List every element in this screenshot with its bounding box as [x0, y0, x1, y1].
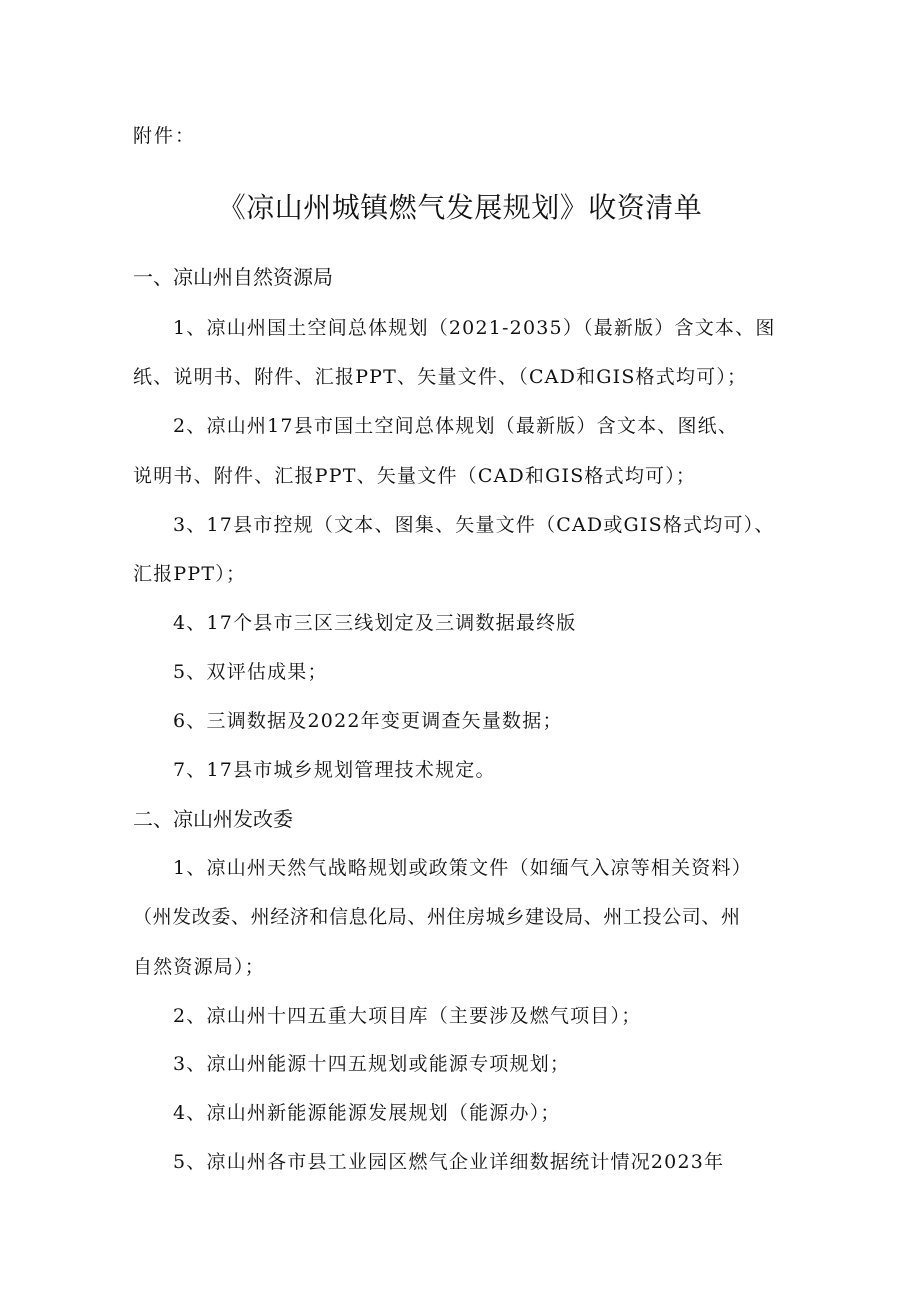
list-item-line: 4、凉山州新能源能源发展规划（能源办）；: [173, 1102, 561, 1124]
list-item-line: 2、凉山州十四五重大项目库（主要涉及燃气项目）；: [173, 1005, 642, 1027]
list-item-line: 5、双评估成果；: [173, 661, 328, 683]
attachment-label: 附件：: [133, 125, 197, 147]
document-title: 《凉山州城镇燃气发展规划》收资清单: [217, 191, 703, 224]
list-item-line: 1、凉山州国土空间总体规划（2021-2035）（最新版）含文本、图: [173, 317, 776, 339]
list-item-line: 1、凉山州天然气战略规划或政策文件（如缅气入凉等相关资料）: [173, 857, 752, 879]
section-heading-development-reform: 二、凉山州发改委: [133, 807, 293, 831]
list-item-line: 自然资源局）；: [133, 956, 265, 978]
list-item-line: 6、三调数据及2022年变更调查矢量数据；: [173, 710, 563, 732]
list-item-line: 2、凉山州17县市国土空间总体规划（最新版）含文本、图纸、: [173, 415, 739, 437]
list-item-line: 5、凉山州各市县工业园区燃气企业详细数据统计情况2023年: [173, 1151, 725, 1173]
list-item-line: 说明书、附件、汇报PPT、矢量文件（CAD和GIS格式均可）；: [133, 465, 697, 487]
list-item-line: 7、17县市城乡规划管理技术规定。: [173, 759, 496, 781]
list-item-line: 纸、说明书、附件、汇报PPT、矢量文件、（CAD和GIS格式均可）；: [133, 366, 748, 388]
list-item-line: 汇报PPT）；: [133, 563, 247, 585]
list-item-line: 3、凉山州能源十四五规划或能源专项规划；: [173, 1053, 571, 1075]
list-item-line: 3、17县市控规（文本、图集、矢量文件（CAD或GIS格式均可）、: [173, 514, 775, 536]
section-heading-natural-resources: 一、凉山州自然资源局: [133, 265, 333, 289]
list-item-line: （州发改委、州经济和信息化局、州住房城乡建设局、州工投公司、州: [133, 906, 741, 928]
list-item-line: 4、17个县市三区三线划定及三调数据最终版: [173, 612, 577, 634]
